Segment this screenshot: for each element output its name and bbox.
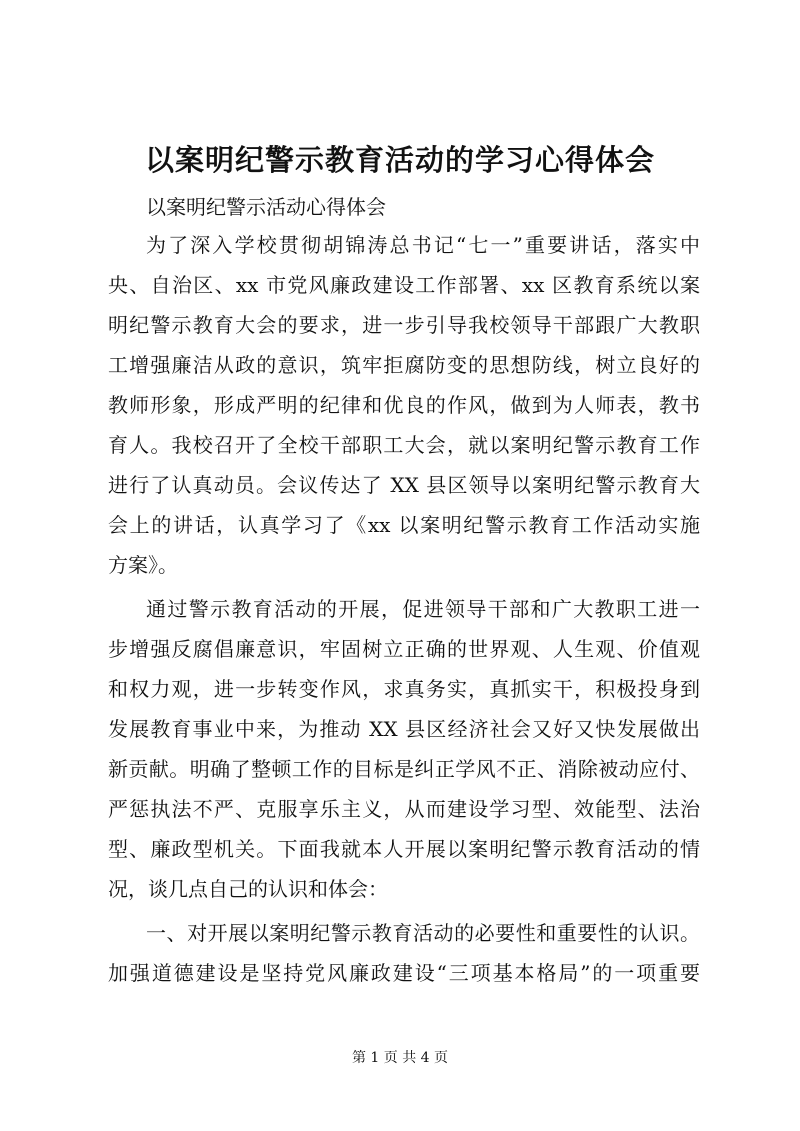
paragraph-1-line-6: 育人。我校召开了全校干部职工大会，就以案明纪警示教育工作 [108, 433, 700, 457]
paragraph-1-line-9: 方案》。 [108, 553, 178, 577]
page-footer: 第 1 页 共 4 页 [351, 1050, 449, 1066]
paragraph-3-line-2: 加强道德建设是坚持党风廉政建设“三项基本格局”的一项重要 [108, 961, 700, 985]
document-title: 以案明纪警示教育活动的学习心得体会 [144, 143, 655, 177]
paragraph-2-line-2: 步增强反腐倡廉意识，牢固树立正确的世界观、人生观、价值观 [108, 637, 700, 661]
paragraph-1-line-1: 为了深入学校贯彻胡锦涛总书记“七一”重要讲话，落实中 [146, 233, 700, 257]
paragraph-2-line-8: 况，谈几点自己的认识和体会： [108, 877, 388, 901]
paragraph-2-line-1: 通过警示教育活动的开展，促进领导干部和广大教职工进一 [146, 597, 700, 621]
paragraph-1-line-3: 明纪警示教育大会的要求，进一步引导我校领导干部跟广大教职 [108, 313, 700, 337]
paragraph-3-line-1: 一、对开展以案明纪警示教育活动的必要性和重要性的认识。 [146, 921, 700, 945]
paragraph-1-line-4: 工增强廉洁从政的意识，筑牢拒腐防变的思想防线，树立良好的 [108, 353, 700, 377]
paragraph-2-line-4: 发展教育事业中来，为推动 XX 县区经济社会又好又快发展做出 [108, 717, 700, 741]
paragraph-1-line-5: 教师形象，形成严明的纪律和优良的作风，做到为人师表，教书 [108, 393, 700, 417]
paragraph-2-line-7: 型、廉政型机关。下面我就本人开展以案明纪警示教育活动的情 [108, 837, 700, 861]
paragraph-1-line-8: 会上的讲话，认真学习了《xx 以案明纪警示教育工作活动实施 [108, 513, 700, 537]
paragraph-2-line-5: 新贡献。明确了整顿工作的目标是纠正学风不正、消除被动应付、 [108, 757, 700, 781]
document-subtitle: 以案明纪警示活动心得体会 [146, 195, 386, 219]
paragraph-2-line-6: 严惩执法不严、克服享乐主义，从而建设学习型、效能型、法治 [108, 797, 700, 821]
paragraph-1-line-2: 央、自治区、xx 市党风廉政建设工作部署、xx 区教育系统以案 [108, 273, 700, 297]
paragraph-1-line-7: 进行了认真动员。会议传达了 XX 县区领导以案明纪警示教育大 [108, 473, 700, 497]
paragraph-2-line-3: 和权力观，进一步转变作风，求真务实，真抓实干，积极投身到 [108, 677, 700, 701]
